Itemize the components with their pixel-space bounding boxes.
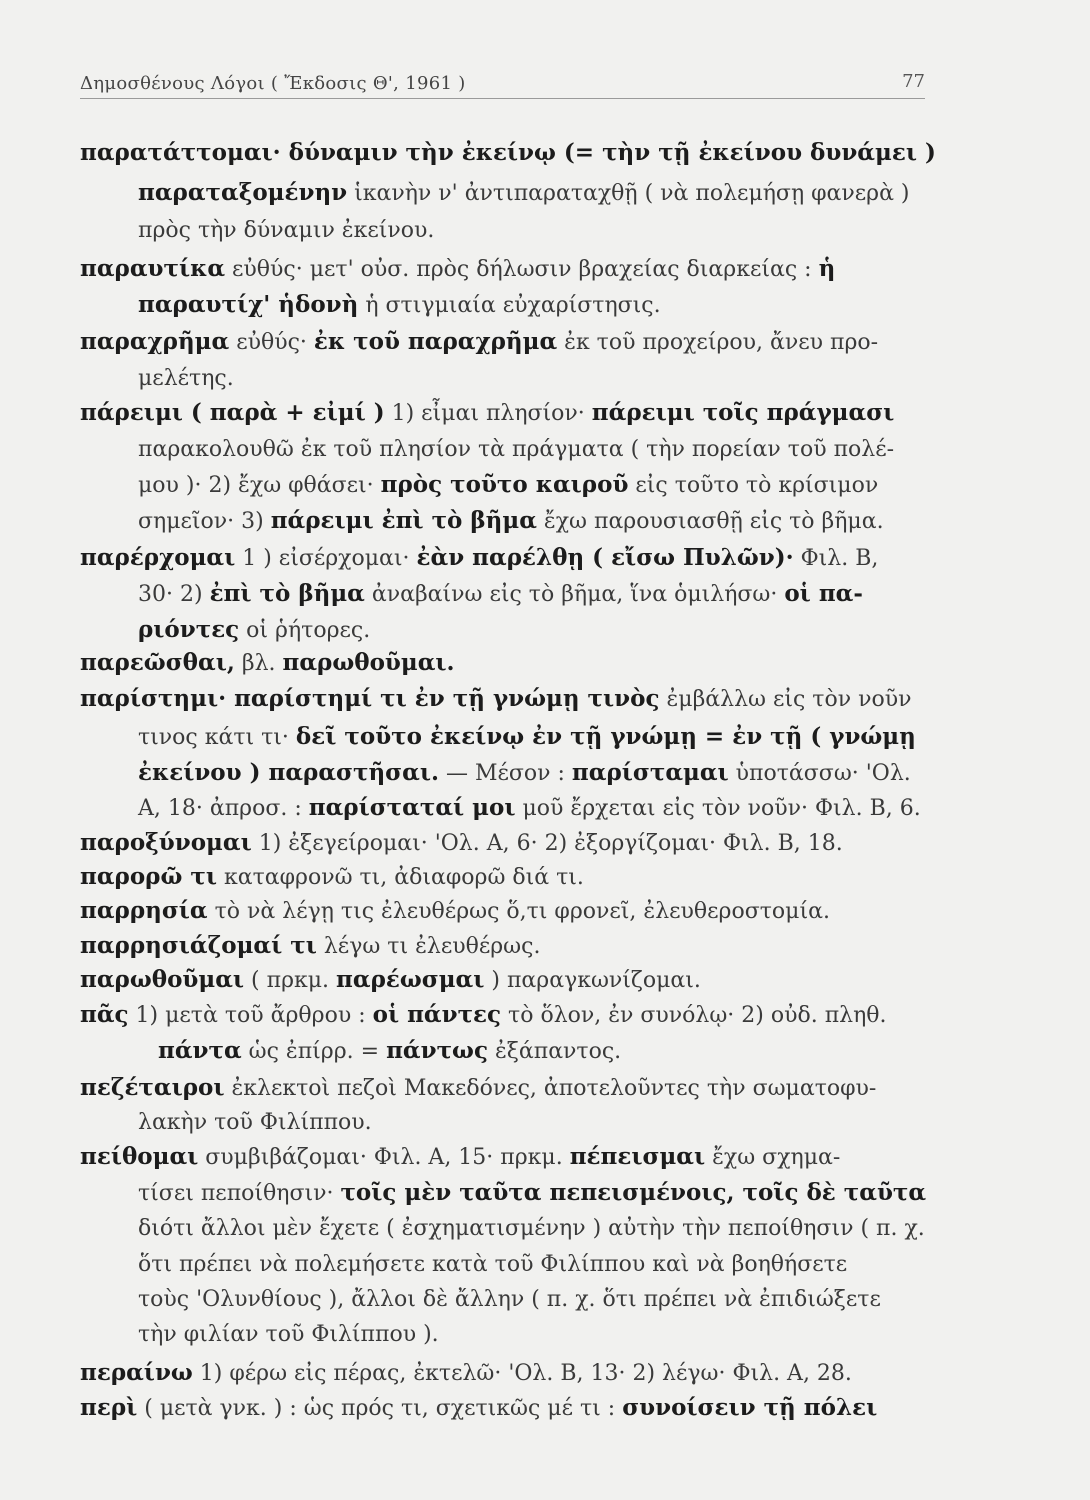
text-line <box>80 896 830 927</box>
text-line <box>158 1036 621 1067</box>
definition-text: συμβιβάζομαι· Φιλ. Α, 15· πρκμ. <box>198 1145 570 1170</box>
headword: παρίσταμαι <box>571 759 729 786</box>
text-line <box>80 327 878 358</box>
definition-text: 1) ἐξεγείρομαι· 'Ολ. Α, 6· 2) ἐξοργίζομαι· Φιλ. Β, 18. <box>251 831 843 856</box>
definition-text: πρὸς τὴν δύναμιν ἐκείνου. <box>138 218 435 243</box>
headword: πέπεισμαι <box>569 1143 706 1170</box>
headword: πάρειμι ἐπὶ τὸ βῆμα <box>270 507 537 534</box>
headword: συνοίσειν τῇ πόλει <box>622 1394 878 1421</box>
headword: παρίσταταί μοι <box>308 794 516 821</box>
definition-text: εὐθύς· μετ' οὐσ. πρὸς δήλωσιν βραχείας διαρκείας : <box>225 257 819 282</box>
headword: περαίνω <box>80 1359 193 1386</box>
definition-text: 1) εἶμαι πλησίον· <box>384 401 592 426</box>
text-line <box>80 648 455 679</box>
definition-text: τὴν φιλίαν τοῦ Φιλίππου ). <box>138 1322 439 1347</box>
definition-text: Φιλ. Β, <box>793 546 879 571</box>
headword: πάντως <box>386 1037 488 1064</box>
text-line <box>138 722 916 753</box>
headword: περὶ <box>80 1394 138 1421</box>
text-line <box>138 1178 926 1209</box>
headword: παραχρῆμα <box>80 328 230 355</box>
definition-text: μοῦ ἔρχεται εἰς τὸν νοῦν· Φιλ. Β, 6. <box>515 796 921 821</box>
running-header <box>80 68 925 99</box>
definition-text: βλ. <box>234 651 283 676</box>
definition-text: εἰς τοῦτο τὸ κρίσιμον <box>628 473 879 498</box>
definition-text: οἱ ῥήτορες. <box>239 618 371 643</box>
headword: παρωθοῦμαι <box>80 966 245 993</box>
definition-text: ( πρκμ. <box>244 968 337 993</box>
definition-text: ( μετὰ γνκ. ) : ὡς πρός τι, σχετικῶς μέ τι : <box>137 1396 623 1421</box>
text-line <box>138 435 894 465</box>
text-line <box>138 1214 925 1244</box>
definition-text: 1 ) εἰσέρχομαι· <box>235 546 417 571</box>
definition-text: 1) μετὰ τοῦ ἄρθρου : <box>128 1003 373 1028</box>
headword: παρωθοῦμαι. <box>282 649 455 676</box>
definition-text: ὑποτάσσω· 'Ολ. <box>728 761 911 786</box>
text-line <box>138 615 370 646</box>
text-line <box>138 1320 439 1350</box>
definition-text: ἱκανὴν ν' ἀντιπαραταχθῇ ( νὰ πολεμήσῃ φανερὰ ) <box>347 181 910 206</box>
definition-text: ὡς ἐπίρρ. = <box>241 1039 387 1064</box>
headword: ἐπὶ τὸ βῆμα <box>209 580 365 607</box>
definition-text: καταφρονῶ τι, ἀδιαφορῶ διά τι. <box>216 865 584 890</box>
text-line <box>138 758 911 789</box>
headword: ριόντες <box>138 616 240 643</box>
headword: ἐκείνου ) παραστῆσαι. <box>138 759 439 786</box>
text-line <box>80 931 540 962</box>
definition-text: ἔχω παρουσιασθῇ εἰς τὸ βῆμα. <box>536 509 884 534</box>
definition-text: ἔχω σχημα- <box>705 1145 841 1170</box>
headword: παραυτίκα <box>80 255 226 282</box>
definition-text: τοὺς 'Ολυνθίους ), ἄλλοι δὲ ἄλλην ( π. χ. ὅτι πρέπει νὰ ἐπιδιώξετε <box>138 1287 881 1312</box>
headword: παρρησία <box>80 897 208 924</box>
definition-text: ὅτι πρέπει νὰ πολεμήσετε κατὰ τοῦ Φιλίππου καὶ νὰ βοηθήσετε <box>138 1252 848 1277</box>
text-line <box>80 1393 877 1424</box>
definition-text: λακὴν τοῦ Φιλίππου. <box>138 1110 372 1135</box>
definition-text: ἡ στιγμιαία εὐχαρίστησις. <box>358 293 661 318</box>
text-line <box>80 254 835 285</box>
headword: παραταξομένην <box>138 179 348 206</box>
definition-text: τὸ ὅλον, ἐν συνόλῳ· 2) οὐδ. πληθ. <box>501 1003 887 1028</box>
headword: παρίστημι· παρίστημί τι ἐν τῇ γνώμῃ τινὸς <box>80 685 660 712</box>
text-line <box>80 1000 887 1031</box>
headword: παρέρχομαι <box>80 544 236 571</box>
definition-text: ἐξάπαντος. <box>487 1039 622 1064</box>
text-line <box>80 138 936 169</box>
definition-text: τὸ νὰ λέγῃ τις ἐλευθέρως ὅ,τι φρονεῖ, ἐλευθεροστομία. <box>207 899 830 924</box>
headword: παραυτίχ' ἡδονὴ <box>138 291 359 318</box>
definition-text: ἐκλεκτοὶ πεζοὶ Μακεδόνες, ἀποτελοῦντες τὴν σωματοφυ- <box>224 1076 877 1101</box>
definition-text: διότι ἄλλοι μὲν ἔχετε ( ἐσχηματισμένην ) αὐτὴν τὴν πεποίθησιν ( π. χ. <box>138 1216 925 1241</box>
headword: παρέωσμαι <box>336 966 485 993</box>
text-line <box>80 543 878 574</box>
definition-text: λέγω τι ἐλευθέρως. <box>316 934 541 959</box>
definition-text: ἐμβάλλω εἰς τὸν νοῦν <box>659 687 912 712</box>
text-line <box>80 828 843 859</box>
text-line <box>138 470 878 501</box>
definition-text: εὐθύς· <box>229 330 314 355</box>
text-line <box>138 793 921 824</box>
headword: πείθομαι <box>80 1143 199 1170</box>
text-line <box>80 1358 852 1389</box>
headword: ἐὰν παρέλθῃ ( εἴσω Πυλῶν)· <box>416 544 794 571</box>
definition-text: τίσει πεποίθησιν· <box>138 1181 341 1206</box>
text-line <box>80 684 911 715</box>
text-line <box>80 862 584 893</box>
definition-text: — Μέσον : <box>438 761 572 786</box>
headword: παροξύνομαι <box>80 829 252 856</box>
definition-text: Α, 18· ἀπροσ. : <box>138 796 309 821</box>
headword: ἡ <box>818 255 836 282</box>
headword: οἱ πάντες <box>372 1001 502 1028</box>
headword: παρρησιάζομαί τι <box>80 932 317 959</box>
text-line <box>80 1142 840 1173</box>
headword: παρορῶ τι <box>80 863 217 890</box>
headword: πάντα <box>158 1037 242 1064</box>
text-line <box>80 1073 876 1104</box>
headword: πρὸς τοῦτο καιροῦ <box>380 471 629 498</box>
definition-text: ἐκ τοῦ προχείρου, ἄνευ προ- <box>557 330 879 355</box>
text-line <box>138 216 434 246</box>
definition-text: 30· 2) <box>138 582 210 607</box>
headword: πᾶς <box>80 1001 129 1028</box>
definition-text: σημεῖον· 3) <box>138 509 271 534</box>
headword: παρεῶσθαι, <box>80 649 235 676</box>
page-number: 77 <box>902 71 925 92</box>
definition-text: ) παραγκωνίζομαι. <box>484 968 701 993</box>
definition-text: τινος κάτι τι· <box>138 725 296 750</box>
headword: πάρειμι ( παρὰ + εἰμί ) <box>80 399 385 426</box>
headword: ἐκ τοῦ παραχρῆμα <box>313 328 558 355</box>
text-line <box>138 579 863 610</box>
definition-text: ἀναβαίνω εἰς τὸ βῆμα, ἵνα ὁμιλήσω· <box>364 582 785 607</box>
text-line <box>138 1250 847 1280</box>
headword: παρατάττομαι· δύναμιν τὴν ἐκείνῳ (= τὴν τῇ ἐκείνου δυνάμει ) <box>80 139 936 166</box>
text-line <box>138 1285 881 1315</box>
definition-text: 1) φέρω εἰς πέρας, ἐκτελῶ· 'Ολ. Β, 13· 2) λέγω· Φιλ. Α, 28. <box>192 1361 852 1386</box>
headword: οἱ πα- <box>784 580 863 607</box>
definition-text: μου )· 2) ἔχω φθάσει· <box>138 473 381 498</box>
text-line <box>138 364 234 394</box>
running-title: Δημοσθένους Λόγοι ( Ἔκδοσις Θ', 1961 ) <box>80 73 466 94</box>
headword: τοῖς μὲν ταῦτα πεπεισμένοις, τοῖς δὲ ταῦτα <box>340 1179 927 1206</box>
text-line <box>138 506 884 537</box>
text-line <box>138 1108 372 1138</box>
headword: δεῖ τοῦτο ἐκείνῳ ἐν τῇ γνώμῃ = ἐν τῇ ( γνώμῃ <box>295 723 916 750</box>
definition-text: παρακολουθῶ ἐκ τοῦ πλησίον τὰ πράγματα ( τὴν πορείαν τοῦ πολέ- <box>138 437 895 462</box>
text-line <box>138 290 661 321</box>
headword: πεζέταιροι <box>80 1074 225 1101</box>
definition-text: μελέτης. <box>138 366 234 391</box>
text-line <box>80 398 894 429</box>
text-line <box>138 178 910 209</box>
headword: πάρειμι τοῖς πράγμασι <box>591 399 895 426</box>
text-line <box>80 965 701 996</box>
